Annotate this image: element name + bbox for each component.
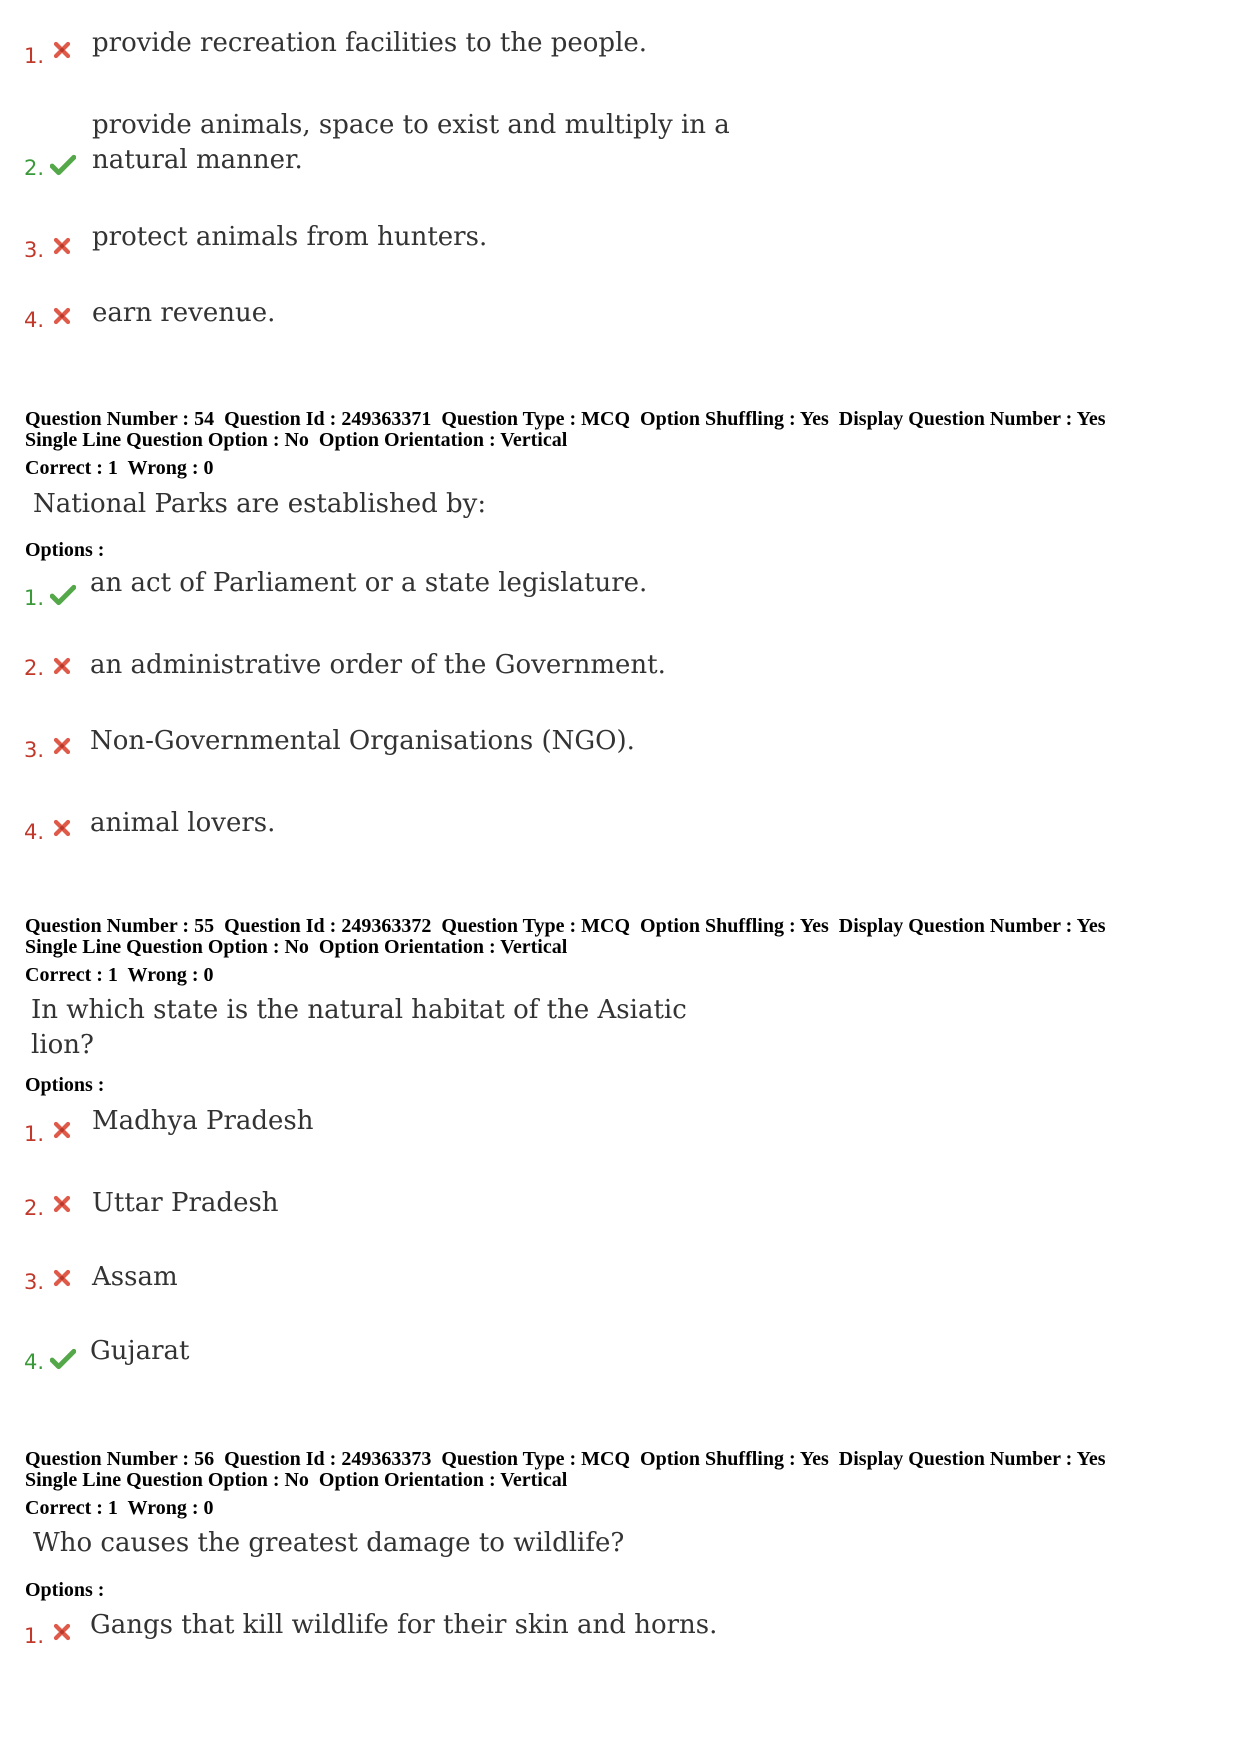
question-meta-line2: Single Line Question Option : No Option Orientation : Vertical [25, 1469, 568, 1491]
option-text: provide recreation facilities to the people. [92, 28, 648, 58]
correct-check-icon [50, 584, 76, 606]
option-number: 2. [24, 656, 45, 680]
wrong-cross-icon [52, 656, 72, 676]
question-stem: Who causes the greatest damage to wildlife? [33, 1528, 625, 1558]
question-meta-line3: Correct : 1 Wrong : 0 [25, 457, 214, 479]
question-stem: National Parks are established by: [33, 489, 487, 519]
question-meta-line2: Single Line Question Option : No Option Orientation : Vertical [25, 936, 568, 958]
option-number: 2. [24, 156, 45, 180]
option-text: an administrative order of the Government. [90, 650, 666, 680]
option-number: 1. [24, 1624, 45, 1648]
option-text: Madhya Pradesh [92, 1106, 314, 1136]
option-number: 1. [24, 1122, 45, 1146]
correct-check-icon [50, 1348, 76, 1370]
wrong-cross-icon [52, 1268, 72, 1288]
options-label: Options : [25, 1579, 105, 1601]
wrong-cross-icon [52, 1194, 72, 1214]
question-meta-line1: Question Number : 56 Question Id : 249363373 Question Type : MCQ Option Shuffling : Yes Display Question Number : Yes [25, 1448, 1106, 1470]
question-meta-line1: Question Number : 54 Question Id : 249363371 Question Type : MCQ Option Shuffling : Yes Display Question Number : Yes [25, 408, 1106, 430]
wrong-cross-icon [52, 236, 72, 256]
option-number: 4. [24, 1350, 45, 1374]
option-text: Non-Governmental Organisations (NGO). [90, 726, 635, 756]
option-text-line1: provide animals, space to exist and multiply in a [92, 110, 730, 140]
options-label: Options : [25, 1074, 105, 1096]
question-stem-line1: In which state is the natural habitat of the Asiatic [31, 995, 687, 1025]
option-number: 1. [24, 44, 45, 68]
option-text: protect animals from hunters. [92, 222, 488, 252]
question-meta-line1: Question Number : 55 Question Id : 249363372 Question Type : MCQ Option Shuffling : Yes Display Question Number : Yes [25, 915, 1106, 937]
wrong-cross-icon [52, 40, 72, 60]
question-stem-line2: lion? [31, 1030, 94, 1060]
wrong-cross-icon [52, 306, 72, 326]
option-text-line2: natural manner. [92, 145, 303, 175]
wrong-cross-icon [52, 1120, 72, 1140]
wrong-cross-icon [52, 818, 72, 838]
options-label: Options : [25, 539, 105, 561]
option-number: 4. [24, 308, 45, 332]
correct-check-icon [50, 154, 76, 176]
option-number: 3. [24, 1270, 45, 1294]
option-number: 4. [24, 820, 45, 844]
option-text: Gangs that kill wildlife for their skin and horns. [90, 1610, 718, 1640]
option-text: earn revenue. [92, 298, 276, 328]
option-number: 1. [24, 586, 45, 610]
option-text: an act of Parliament or a state legislature. [90, 568, 648, 598]
option-text: animal lovers. [90, 808, 276, 838]
wrong-cross-icon [52, 736, 72, 756]
option-number: 3. [24, 238, 45, 262]
option-text: Uttar Pradesh [92, 1188, 279, 1218]
option-text: Assam [92, 1262, 178, 1292]
option-number: 3. [24, 738, 45, 762]
option-number: 2. [24, 1196, 45, 1220]
question-meta-line3: Correct : 1 Wrong : 0 [25, 1497, 214, 1519]
option-text: Gujarat [90, 1336, 190, 1366]
question-meta-line3: Correct : 1 Wrong : 0 [25, 964, 214, 986]
wrong-cross-icon [52, 1622, 72, 1642]
question-meta-line2: Single Line Question Option : No Option Orientation : Vertical [25, 429, 568, 451]
